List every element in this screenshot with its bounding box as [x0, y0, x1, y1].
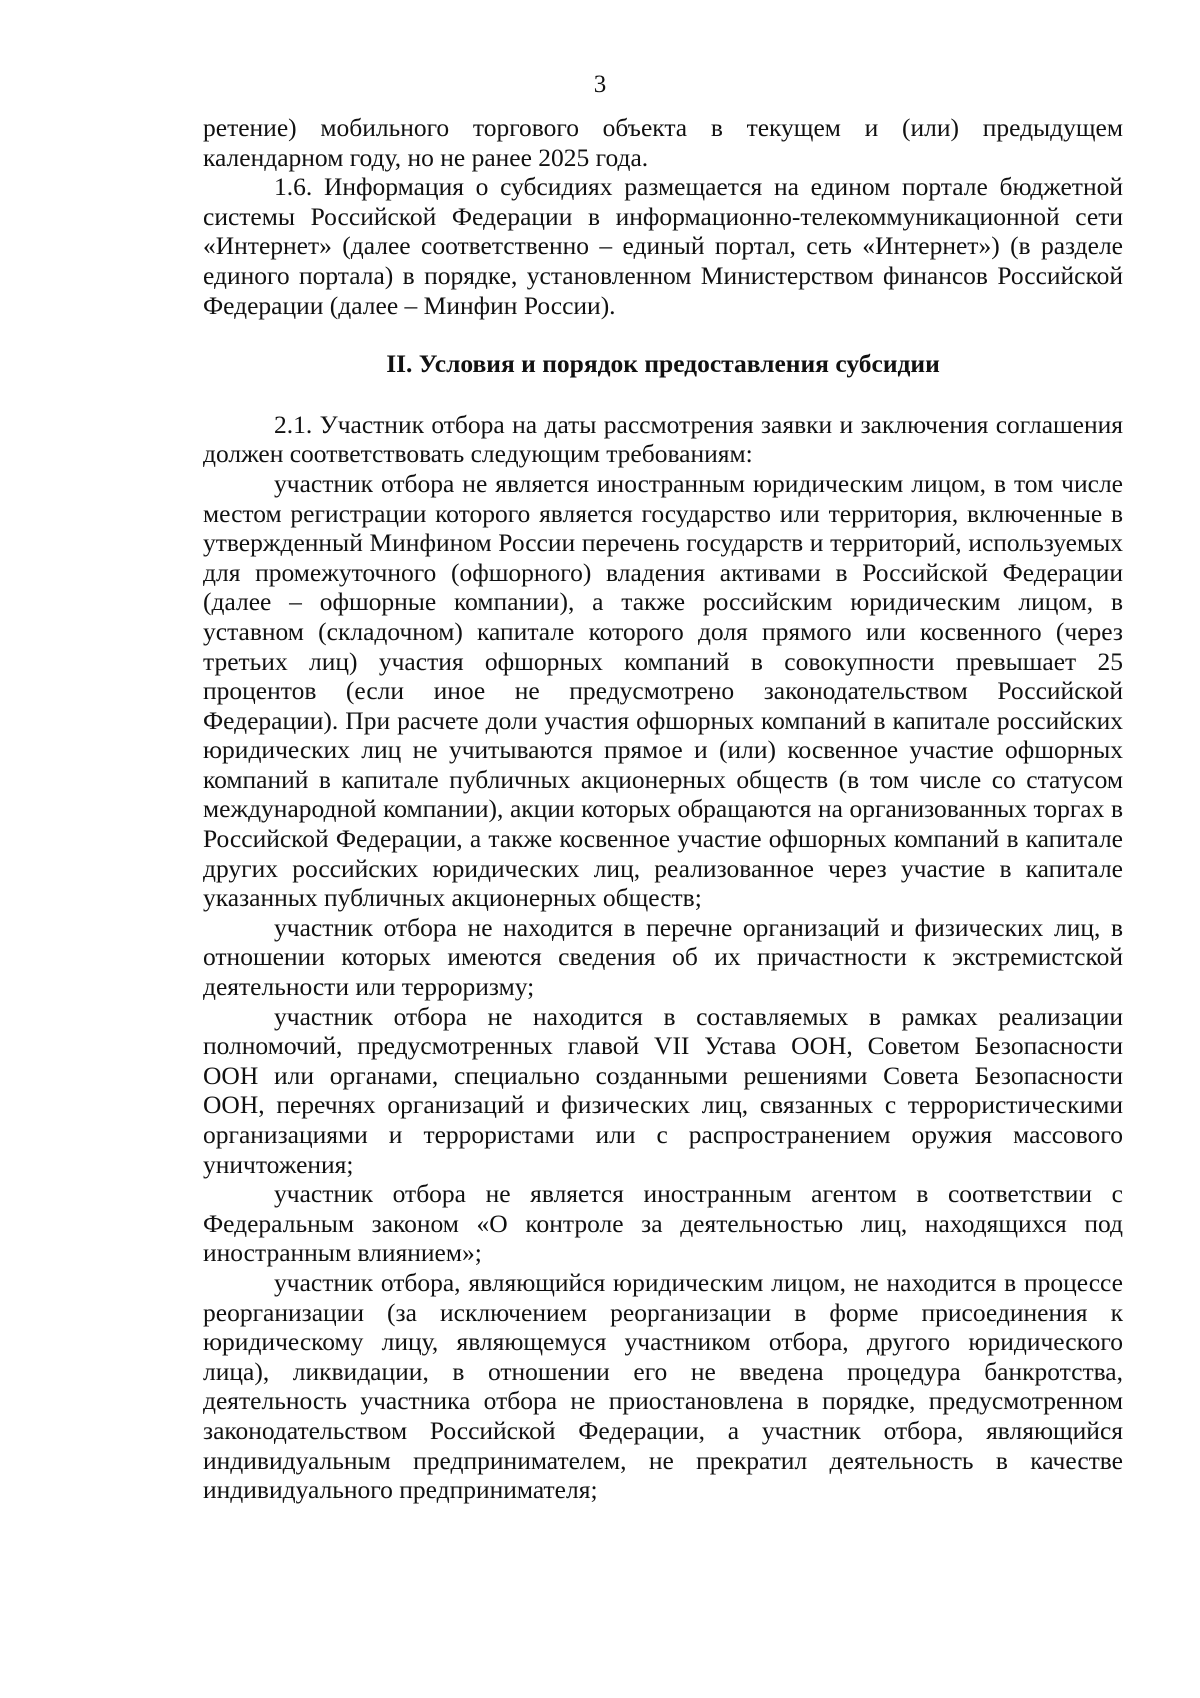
continuation-paragraph: ретение) мобильного торгового объекта в текущем и (или) предыдущем календарном году, но не ранее 2025 года.	[203, 113, 1123, 172]
paragraph-2-1: 2.1. Участник отбора на даты рассмотрения заявки и заключения соглашения должен соответствовать следующим требованиям:	[203, 409, 1123, 469]
requirement-extremism: участник отбора не находится в перечне организаций и физических лиц, в отношении которых имеются сведения об их причастности к экстремистской деятельности или терроризму;	[203, 912, 1123, 1002]
section-heading: II. Условия и порядок предоставления субсидии	[386, 349, 940, 379]
document-body	[203, 113, 1123, 1505]
page-number: 3	[593, 71, 607, 98]
requirement-reorganization: участник отбора, являющийся юридическим лицом, не находится в процессе реорганизации (за исключением реорганизации в форме присоединения к юридическому лицу, являющемуся участником отбора, другого юридического лица), ликвидации, в отношении его не введена процедура банкротства, деятельность участника отбора не приостановлена в порядке, предусмотренном законодательством Российской Федерации, а участник отбора, являющийся индивидуальным предпринимателем, не прекратил деятельность в качестве индивидуального предпринимателя;	[203, 1267, 1123, 1505]
requirement-foreign-agent: участник отбора не является иностранным агентом в соответствии с Федеральным законом «О контроле за деятельностью лиц, находящихся под иностранным влиянием»;	[203, 1179, 1123, 1268]
requirement-un-sanctions: участник отбора не находится в составляемых в рамках реализации полномочий, предусмотренных главой VII Устава ООН, Советом Безопасности ООН или органами, специально созданными решениями Совета Безопасности ООН, перечнях организаций и физических лиц, связанных с террористическими организациями и террористами или с распространением оружия массового уничтожения;	[203, 1001, 1123, 1179]
requirement-offshore: участник отбора не является иностранным юридическим лицом, в том числе местом регистрации которого является государство или территория, включенные в утвержденный Минфином России перечень государств и территорий, используемых для промежуточного (офшорного) владения активами в Российской Федерации (далее – офшорные компании), а также российским юридическим лицом, в уставном (складочном) капитале которого доля прямого или косвенного (через третьих лиц) участия офшорных компаний в совокупности превышает 25 процентов (если иное не предусмотрено законодательством Российской Федерации). При расчете доли участия офшорных компаний в капитале российских юридических лиц не учитываются прямое и (или) косвенное участие офшорных компаний в капитале публичных акционерных обществ (в том числе со статусом международной компании), акции которых обращаются на организованных торгах в Российской Федерации, а также косвенное участие офшорных компаний в капитале других российских юридических лиц, реализованное через участие в капитале указанных публичных акционерных обществ;	[203, 468, 1123, 913]
paragraph-1-6: 1.6. Информация о субсидиях размещается на едином портале бюджетной системы Российской Федерации в информационно-телекоммуникационной сети «Интернет» (далее соответственно – единый портал, сеть «Интернет») (в разделе единого портала) в порядке, установленном Министерством финансов Российской Федерации (далее – Минфин России).	[203, 172, 1123, 320]
